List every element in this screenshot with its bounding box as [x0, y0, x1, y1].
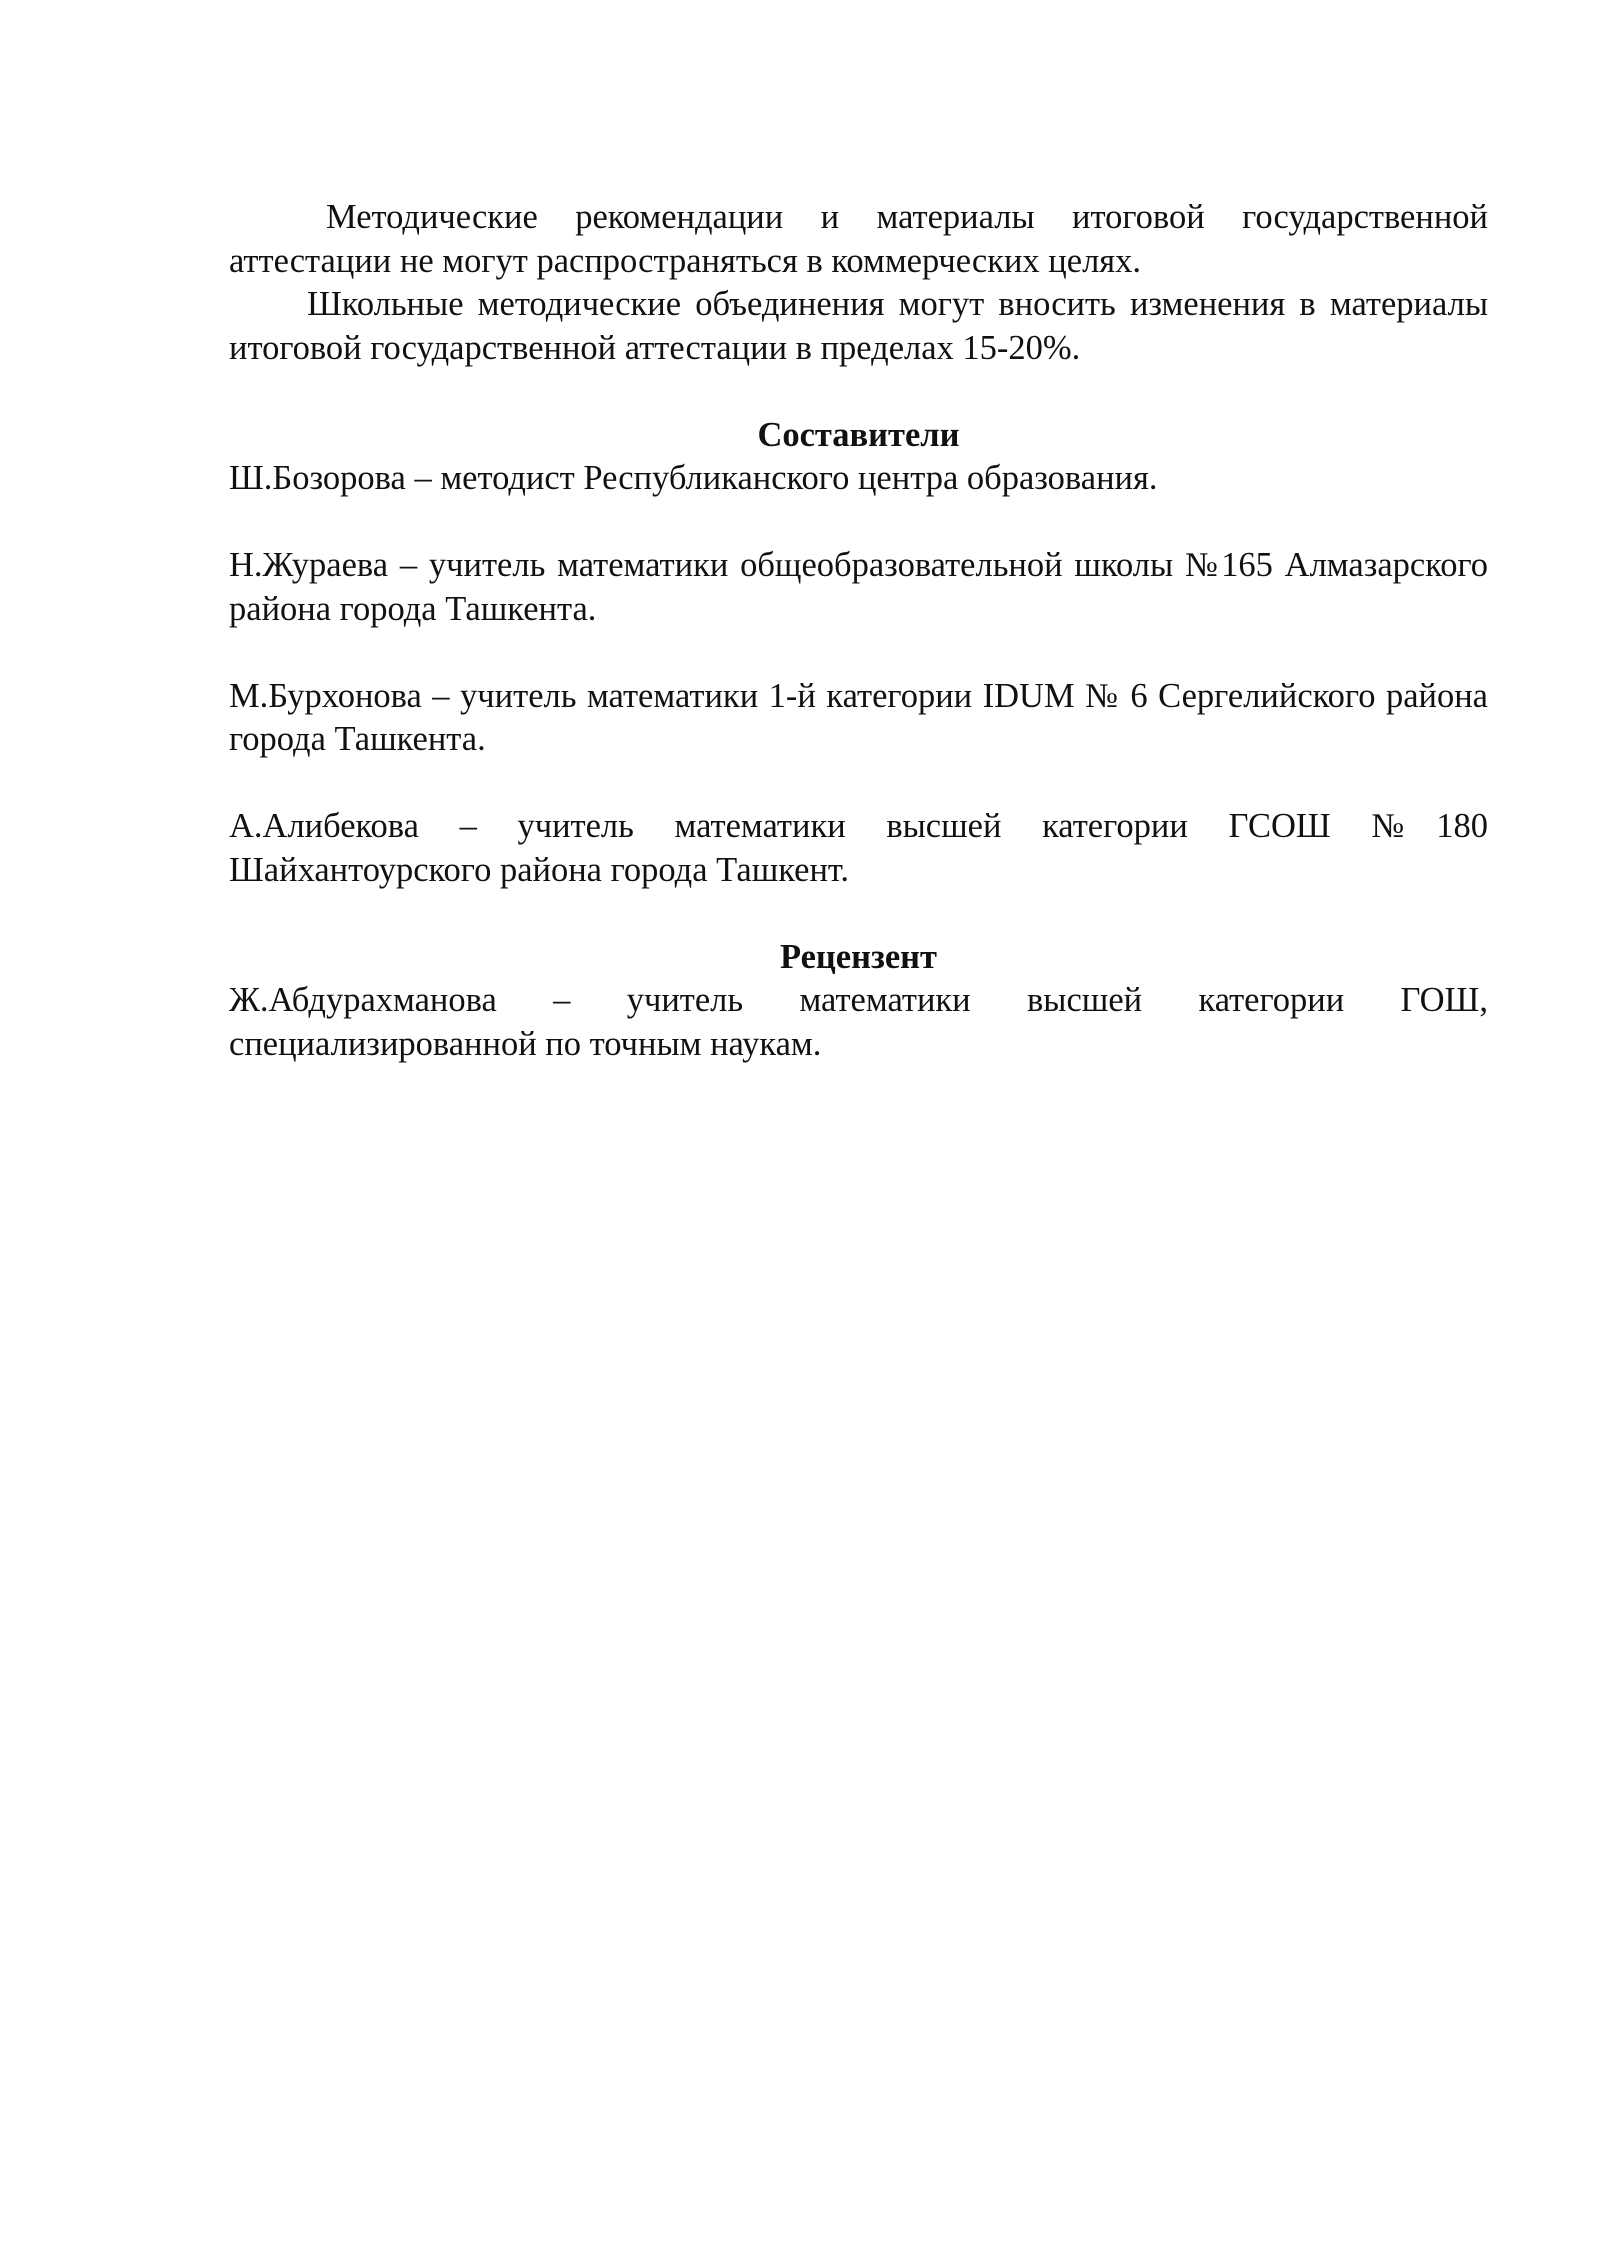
intro-paragraph-2: Школьные методические объединения могут вносить изменения в материалы итоговой государственной аттестации в пределах 15-20%. [229, 285, 1488, 367]
compilers-heading: Составители [757, 415, 960, 454]
reviewer-entry: Ж.Абдурахманова – учитель математики высшей категории ГОШ, специализированной по точным наукам. [229, 981, 1488, 1063]
compiler-entry-3: М.Бурхонова – учитель математики 1-й категории IDUM № 6 Сергелийского района города Ташкента. [229, 676, 1488, 758]
document-page [229, 196, 1488, 1066]
compiler-entry-4: А.Алибекова – учитель математики высшей категории ГСОШ №180 Шайхантоурского района города Ташкент. [229, 807, 1488, 889]
compiler-entry-2: Н.Жураева – учитель математики общеобразовательной школы №165 Алмазарского района города Ташкента. [229, 546, 1488, 628]
spacer [229, 762, 1488, 806]
reviewer-heading: Рецензент [779, 937, 937, 976]
intro-paragraph-1: Методические рекомендации и материалы итоговой государственной аттестации не могут распространяться в коммерческих целях. [229, 198, 1488, 280]
compiler-entry-1: Ш.Бозорова – методист Республиканского центра образования. [229, 459, 1158, 497]
spacer [229, 631, 1488, 675]
spacer [229, 501, 1488, 545]
